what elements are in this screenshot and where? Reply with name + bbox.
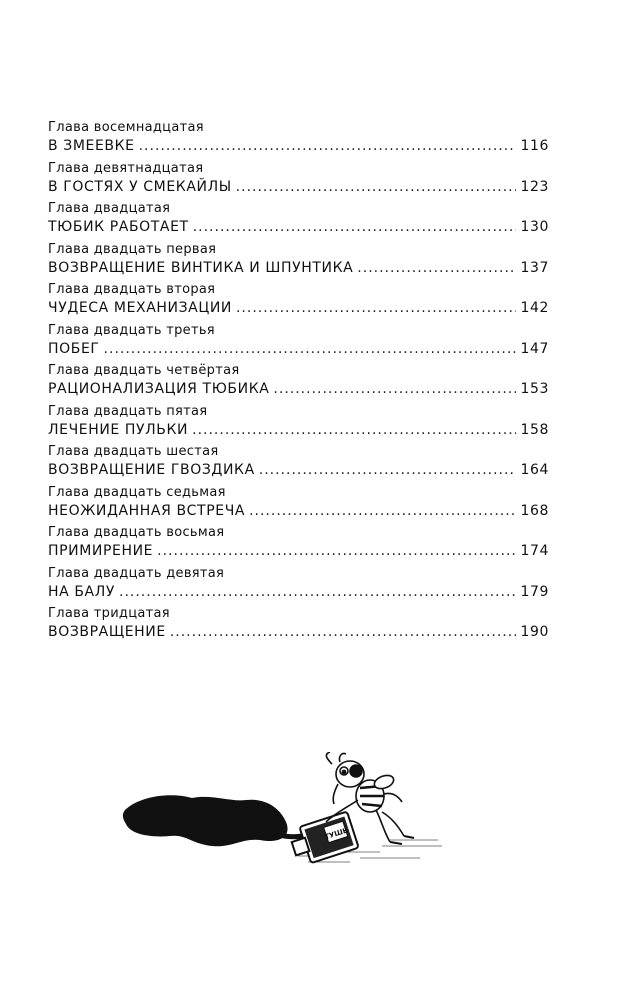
bottle-label: ТУШЬ bbox=[323, 826, 350, 842]
dot-leader bbox=[104, 340, 517, 359]
chapter-title: ТЮБИК РАБОТАЕТ bbox=[48, 219, 189, 235]
toc-entry bbox=[48, 605, 549, 646]
toc-row bbox=[48, 137, 549, 156]
dot-leader bbox=[193, 218, 517, 237]
toc-row bbox=[48, 421, 549, 440]
chapter-number: Глава двадцать девятая bbox=[48, 565, 225, 581]
page-number: 153 bbox=[520, 381, 549, 397]
chapter-number: Глава тридцатая bbox=[48, 606, 170, 621]
ink-spill bbox=[123, 795, 288, 846]
dot-leader bbox=[192, 421, 516, 440]
page-number: 130 bbox=[520, 219, 549, 235]
dot-leader bbox=[236, 299, 516, 318]
page-number: 179 bbox=[520, 583, 549, 600]
page-number: 116 bbox=[520, 138, 549, 154]
chapter-title: НЕОЖИДАННАЯ ВСТРЕЧА bbox=[48, 502, 246, 519]
ink-bottle-illustration bbox=[120, 752, 450, 872]
toc-row bbox=[48, 583, 549, 602]
toc-row bbox=[48, 542, 549, 561]
page-number: 164 bbox=[520, 462, 549, 478]
toc-row bbox=[48, 502, 549, 521]
chapter-title: ПРИМИРЕНИЕ bbox=[48, 543, 154, 559]
chapter-title: ВОЗВРАЩЕНИЕ bbox=[48, 624, 166, 640]
dot-leader bbox=[170, 623, 517, 642]
chapter-title: В ЗМЕЕВКЕ bbox=[48, 138, 135, 154]
toc-row bbox=[48, 623, 549, 642]
dot-leader bbox=[249, 502, 516, 521]
toc-entry bbox=[48, 281, 549, 322]
chapter-title: ЛЕЧЕНИЕ ПУЛЬКИ bbox=[48, 421, 189, 438]
toc-entry bbox=[48, 119, 549, 160]
toc-row bbox=[48, 218, 549, 237]
dot-leader bbox=[119, 583, 516, 602]
chapter-title: ВОЗВРАЩЕНИЕ ГВОЗДИКА bbox=[48, 462, 255, 478]
chapter-number: Глава двадцать первая bbox=[48, 241, 217, 257]
ink-bottle bbox=[288, 812, 359, 867]
chapter-title: ЧУДЕСА МЕХАНИЗАЦИИ bbox=[48, 300, 232, 316]
chapter-number: Глава двадцатая bbox=[48, 201, 171, 216]
chapter-title: ПОБЕГ bbox=[48, 340, 100, 357]
toc-entry bbox=[48, 403, 549, 444]
page-number: 190 bbox=[520, 624, 549, 640]
chapter-title: ВОЗВРАЩЕНИЕ ВИНТИКА И ШПУНТИКА bbox=[48, 259, 354, 276]
dot-leader bbox=[139, 137, 517, 156]
toc-row bbox=[48, 461, 549, 480]
toc-entry bbox=[48, 160, 549, 201]
toc-entry bbox=[48, 443, 549, 484]
toc-entry bbox=[48, 322, 549, 363]
page-number: 158 bbox=[520, 421, 549, 438]
page-number: 123 bbox=[520, 178, 549, 195]
toc-entry bbox=[48, 200, 549, 241]
chapter-title: РАЦИОНАЛИЗАЦИЯ ТЮБИКА bbox=[48, 381, 270, 397]
toc-entry bbox=[48, 241, 549, 282]
page-number: 147 bbox=[520, 340, 549, 357]
chapter-number: Глава двадцать четвёртая bbox=[48, 363, 240, 378]
table-of-contents bbox=[48, 119, 549, 646]
chapter-number: Глава восемнадцатая bbox=[48, 120, 204, 135]
dot-leader bbox=[273, 380, 516, 399]
dot-leader bbox=[357, 259, 516, 278]
page-number: 168 bbox=[520, 502, 549, 519]
chapter-number: Глава двадцать восьмая bbox=[48, 525, 225, 540]
toc-row bbox=[48, 299, 549, 318]
toc-row bbox=[48, 380, 549, 399]
page-number: 174 bbox=[520, 543, 549, 559]
page-number: 142 bbox=[520, 300, 549, 316]
toc-row bbox=[48, 340, 549, 359]
chapter-title: НА БАЛУ bbox=[48, 583, 115, 600]
toc-entry bbox=[48, 524, 549, 565]
toc-entry bbox=[48, 362, 549, 403]
chapter-number: Глава двадцать пятая bbox=[48, 403, 208, 419]
chapter-number: Глава двадцать седьмая bbox=[48, 484, 226, 500]
toc-entry bbox=[48, 484, 549, 525]
toc-row bbox=[48, 178, 549, 197]
chapter-title: В ГОСТЯХ У СМЕКАЙЛЫ bbox=[48, 178, 232, 195]
page-number: 137 bbox=[520, 259, 549, 276]
toc-entry bbox=[48, 565, 549, 606]
dot-leader bbox=[236, 178, 517, 197]
chapter-number: Глава двадцать третья bbox=[48, 322, 215, 338]
chapter-number: Глава двадцать вторая bbox=[48, 282, 216, 297]
dot-leader bbox=[157, 542, 516, 561]
dot-leader bbox=[259, 461, 517, 480]
chapter-number: Глава двадцать шестая bbox=[48, 444, 219, 459]
chapter-number: Глава девятнадцатая bbox=[48, 160, 204, 176]
toc-row bbox=[48, 259, 549, 278]
